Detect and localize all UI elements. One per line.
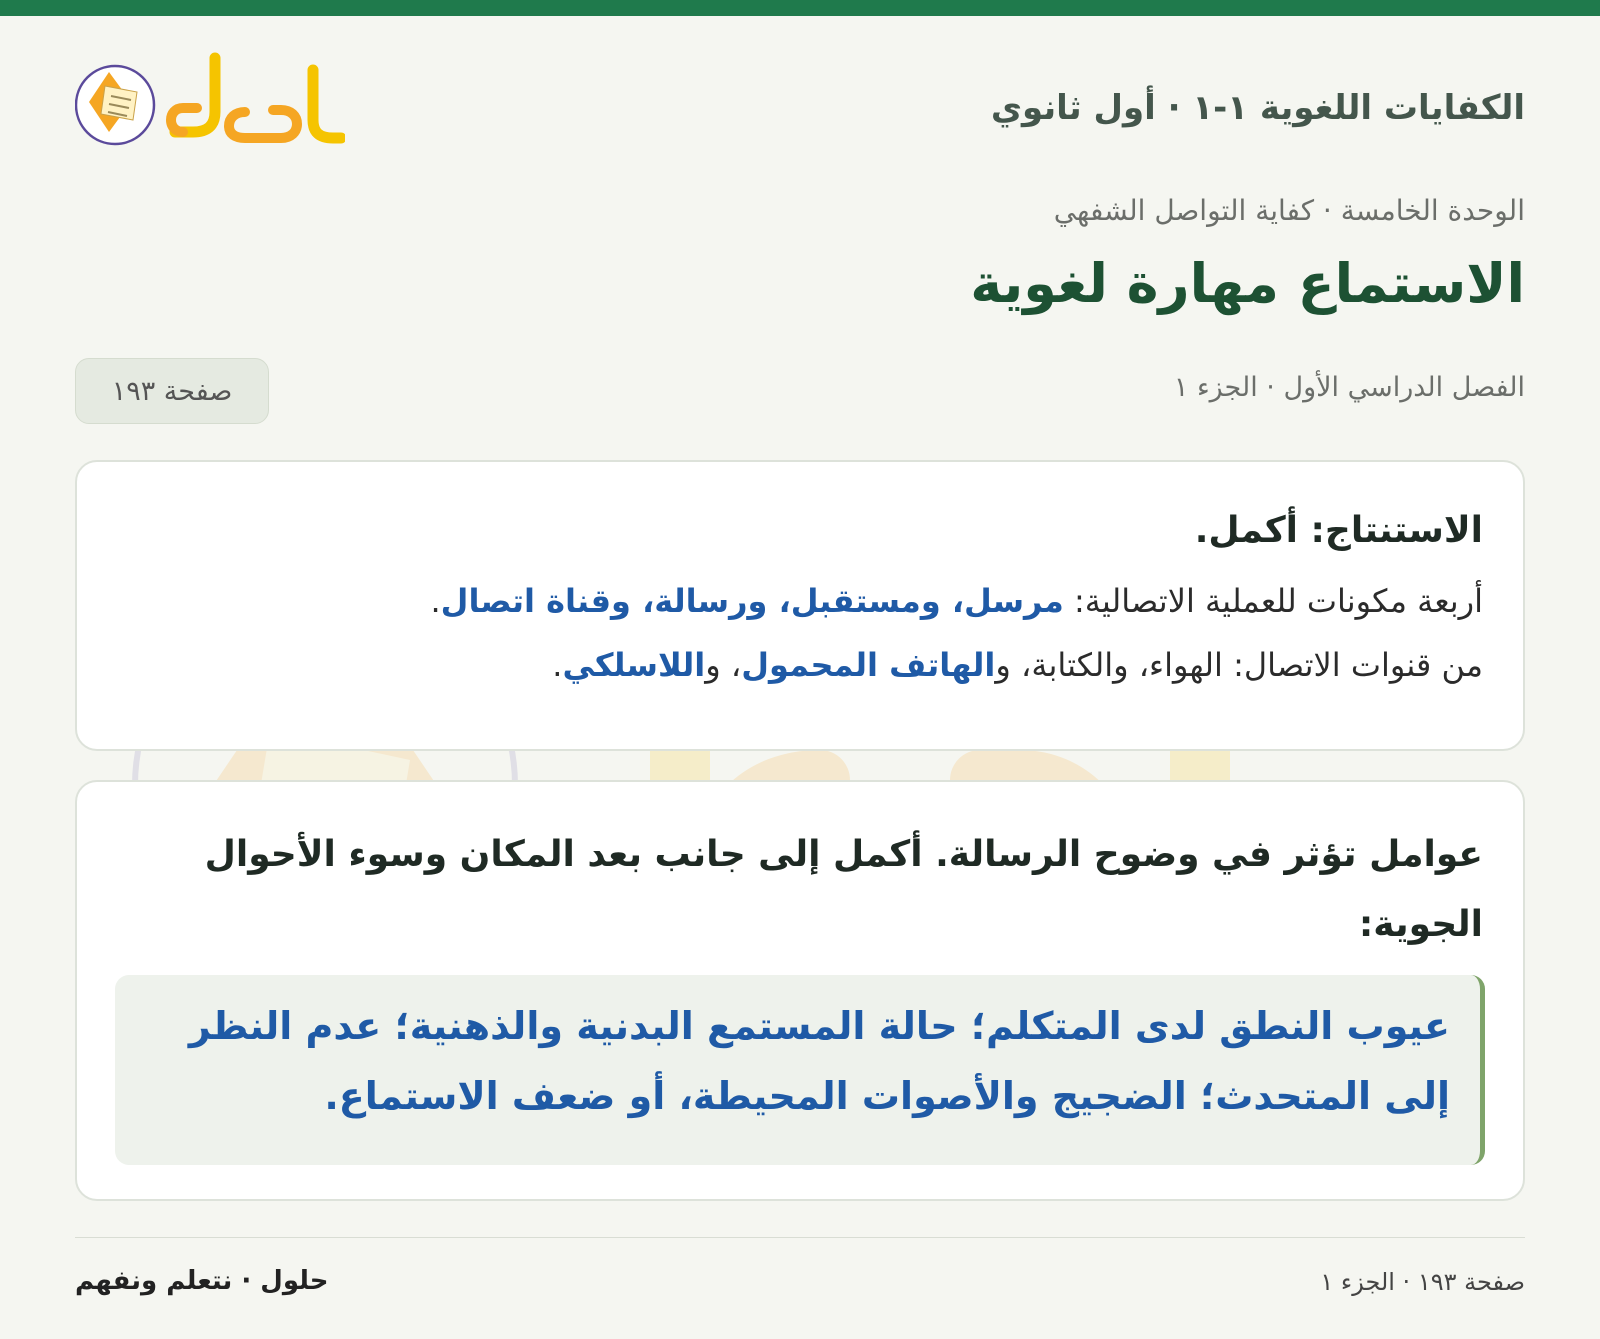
factors-answer-box (115, 975, 1485, 1165)
components-prompt: أربعة مكونات للعملية الاتصالية: (1063, 582, 1483, 620)
footer-divider (75, 1237, 1525, 1238)
brand-logo-icon[interactable] (75, 50, 345, 160)
conclusion-heading: الاستنتاج: أكمل. (1194, 510, 1483, 551)
subject-title: الكفايات اللغوية ١-١ · أول ثانوي (990, 88, 1525, 128)
channels-answer-phone: الهاتف المحمول (741, 646, 996, 684)
semester-line: الفصل الدراسي الأول · الجزء ١ (1173, 372, 1525, 403)
channels-answer-wireless: اللاسلكي (562, 646, 706, 684)
components-line (431, 582, 1484, 620)
channels-prompt: من قنوات الاتصال: الهواء، والكتابة، و (995, 646, 1483, 684)
factors-card (75, 780, 1525, 1201)
channels-line (552, 646, 1483, 684)
conclusion-card (75, 460, 1525, 751)
factors-answer: عيوب النطق لدى المتكلم؛ حالة المستمع البدنية والذهنية؛ عدم النظر إلى المتحدث؛ الضجيج والأصوات المحيطة، أو ضعف الاستماع. (188, 1004, 1450, 1118)
header (75, 50, 1525, 170)
page-number-badge: صفحة ١٩٣ (75, 358, 269, 424)
top-accent-bar (0, 0, 1600, 16)
factors-heading: عوامل تؤثر في وضوح الرسالة. أكمل إلى جانب بعد المكان وسوء الأحوال الجوية: (204, 834, 1483, 945)
footer-brand: حلول · نتعلم ونفهم (75, 1266, 329, 1296)
components-period: . (430, 582, 441, 620)
footer-page-info: صفحة ١٩٣ · الجزء ١ (1320, 1268, 1525, 1296)
unit-line: الوحدة الخامسة · كفاية التواصل الشفهي (1053, 194, 1525, 227)
channels-period: . (552, 646, 563, 684)
lesson-title: الاستماع مهارة لغوية (970, 252, 1525, 315)
components-answer: مرسل، ومستقبل، ورسالة، وقناة اتصال (440, 582, 1064, 620)
channels-separator: ، و (705, 646, 742, 684)
